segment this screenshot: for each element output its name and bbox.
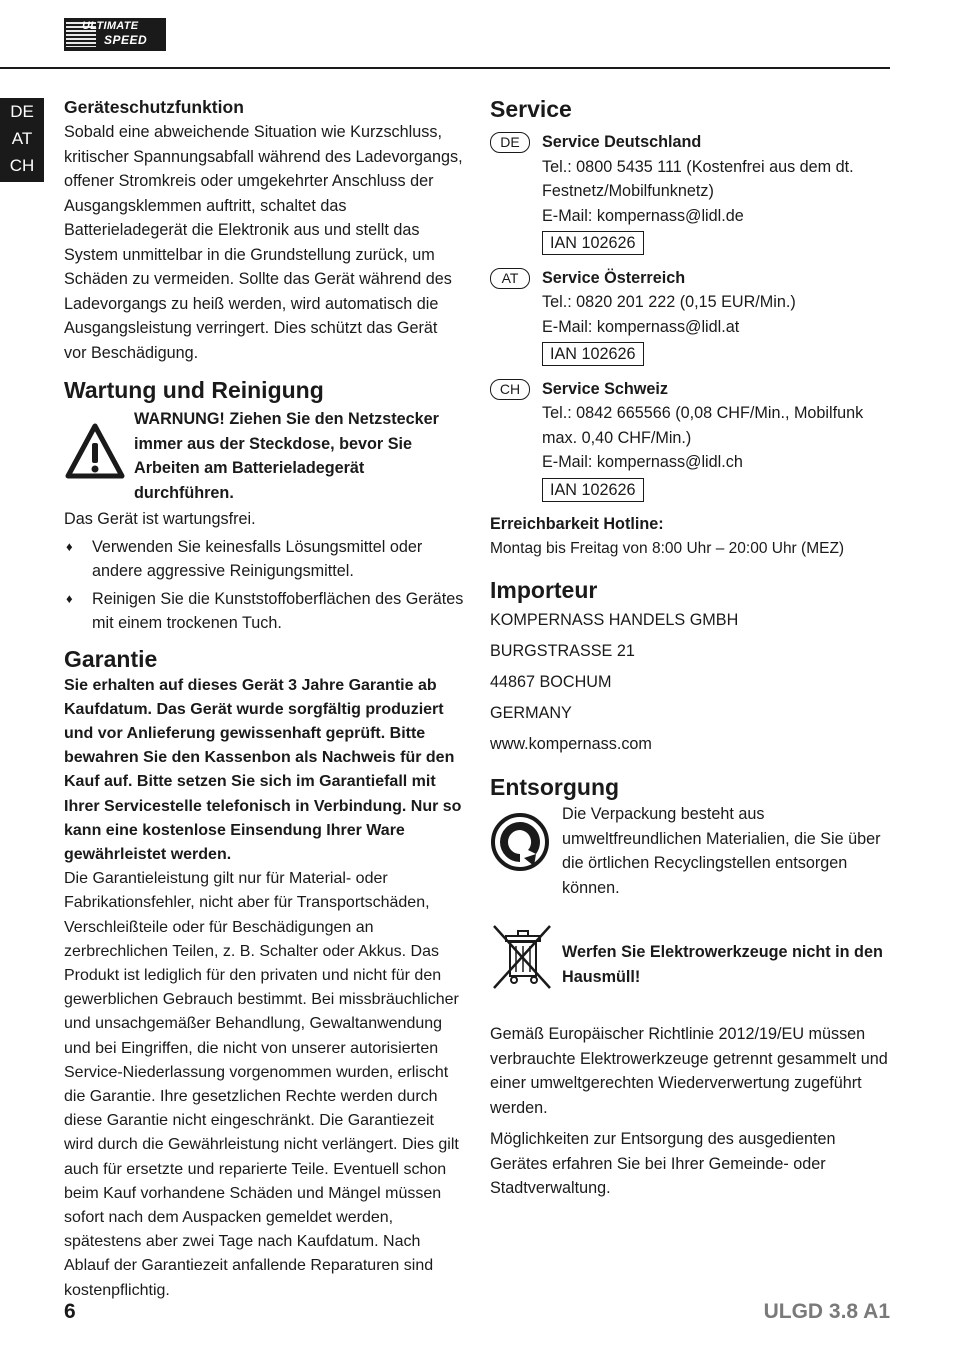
- moeglichkeiten-text: Möglichkeiten zur Entsorgung des ausgedienten Gerätes erfahren Sie bei Ihrer Gemeinde- oder Stadtverwaltung.: [490, 1130, 836, 1197]
- service-entry-at: [490, 266, 890, 367]
- service-name: Service Österreich: [542, 268, 686, 287]
- garantie-bold-text: Sie erhalten auf dieses Gerät 3 Jahre Garantie ab Kaufdatum. Das Gerät wurde sorgfältig produziert und vor Anlieferung gewissenhaft geprüft. Bitte bewahren Sie den Kassenbon als Nachweis für den Kauf auf. Bitte setzen Sie sich im Garantiefall mit Ihrer Servicestelle telefonisch in Verbindung. Nur so kann eine kostenlose Einsendung Ihrer Ware gewährleistet werden.: [64, 676, 462, 863]
- hausmuell-block: [490, 922, 890, 992]
- warning-triangle-icon: [64, 421, 126, 483]
- ian-box: IAN 102626: [542, 231, 644, 255]
- list-item: [64, 587, 464, 636]
- green-dot-recycling-icon: [490, 812, 550, 872]
- service-phone: Tel.: 0800 5435 111 (Kostenfrei aus dem dt. Festnetz/Mobilfunknetz): [542, 157, 854, 200]
- importeur-line: KOMPERNASS HANDELS GMBH: [490, 611, 739, 629]
- lang-ch: CH: [9, 156, 35, 175]
- page-number: 6: [64, 1300, 76, 1323]
- bullet-text: Reinigen Sie die Kunststoffoberflächen des Gerätes mit einem trockenen Tuch.: [92, 589, 464, 632]
- section-title-importeur: Importeur: [490, 577, 598, 603]
- importeur-website: www.kompernass.com: [490, 735, 652, 753]
- service-email: E-Mail: kompernass@lidl.de: [542, 206, 744, 225]
- service-entry-ch: [490, 377, 890, 503]
- service-phone: Tel.: 0820 201 222 (0,15 EUR/Min.): [542, 293, 796, 311]
- importeur-line: BURGSTRASSE 21: [490, 642, 635, 660]
- richtlinie-text: Gemäß Europäischer Richtlinie 2012/19/EU müssen verbrauchte Elektrowerkzeuge getrennt gesammelt und einer umweltgerechten Wiederverwertung zugeführt werden.: [490, 1025, 888, 1117]
- wartungsfrei-text: Das Gerät ist wartungsfrei.: [64, 510, 256, 528]
- geraeteschutz-text: Sobald eine abweichende Situation wie Kurzschluss, kritischer Spannungsabfall während des Ladevorgangs, offener Stromkreis oder umgekehrter Anschluss der Ausgangsklemmen auftritt, schaltet das Batterieladegerät die Elektronik aus und stellt das System unmittelbar in die Grundstellung zurück, um Schäden zu vermeiden. Sollte das Gerät während des Ladevorgangs zu heiß werden, wird automatisch die Ausgangsleistung verringert. Dies schützt das Gerät vor Beschädigung.: [64, 123, 463, 362]
- hotline-text: Montag bis Freitag von 8:00 Uhr – 20:00 Uhr (MEZ): [490, 539, 845, 557]
- hotline-title: Erreichbarkeit Hotline:: [490, 515, 664, 533]
- ian-box: IAN 102626: [542, 342, 644, 366]
- service-name: Service Deutschland: [542, 133, 702, 151]
- list-item: [64, 535, 464, 584]
- logo-line2: SPEED: [104, 33, 148, 47]
- model-number: ULGD 3.8 A1: [763, 1300, 890, 1323]
- warning-block: [64, 407, 464, 505]
- country-badge: DE: [490, 132, 530, 153]
- section-title-entsorgung: Entsorgung: [490, 774, 620, 800]
- header-rule: [0, 67, 890, 69]
- service-email: E-Mail: kompernass@lidl.at: [542, 317, 740, 336]
- importeur-line: 44867 BOCHUM: [490, 673, 612, 691]
- brand-logo: [64, 18, 166, 51]
- section-title-geraeteschutz: Geräteschutzfunktion: [64, 97, 244, 117]
- ian-box: IAN 102626: [542, 478, 644, 502]
- right-column: [490, 94, 890, 1201]
- language-tab: [0, 98, 44, 182]
- logo-line1: ULTIMATE: [82, 20, 139, 32]
- garantie-text: Die Garantieleistung gilt nur für Material- oder Fabrikationsfehler, nicht aber für Transportschäden, Verschleißteile oder für Beschädigungen an zerbrechlichen Teilen, z. B. Schalter oder Akkus. Das Produkt ist lediglich für den privaten und nicht für den gewerblichen Gebrauch bestimmt. Bei missbräuchlicher und unsachgemäßer Behandlung, Gewaltanwendung und bei Eingriffen, die nicht von unserer autorisierten Service-Niederlassung vorgenommen wurden, erlischt die Garantie. Ihre gesetzlichen Rechte werden durch diese Garantie nicht eingeschränkt. Die Garantiezeit wird durch die Gewährleistung nicht verlängert. Dies gilt auch für ersetzte und reparierte Teile. Eventuell schon beim Kauf vorhandene Schäden und Mängel müssen sofort nach dem Auspacken gemeldet werden, spätestens aber zwei Tage nach Kaufdatum. Nach Ablauf der Garantiezeit anfallende Reparaturen sind kostenpflichtig.: [64, 870, 459, 1299]
- bullet-diamond-icon: ♦: [66, 538, 73, 554]
- section-title-garantie: Garantie: [64, 645, 158, 672]
- lang-at: AT: [11, 129, 33, 148]
- lang-de: DE: [10, 102, 34, 121]
- verpackung-text: Die Verpackung besteht aus umweltfreundlichen Materialien, die Sie über die örtlichen Recyclingstellen entsorgen können.: [562, 805, 881, 897]
- section-title-service: Service: [490, 96, 572, 122]
- section-title-wartung: Wartung und Reinigung: [64, 377, 324, 403]
- bullet-diamond-icon: ♦: [66, 590, 73, 606]
- bullet-text: Verwenden Sie keinesfalls Lösungsmittel oder andere aggressive Reinigungsmittel.: [92, 537, 423, 580]
- service-phone: Tel.: 0842 665566 (0,08 CHF/Min., Mobilfunk max. 0,40 CHF/Min.): [542, 404, 864, 447]
- warning-text: WARNUNG! Ziehen Sie den Netzstecker immer aus der Steckdose, bevor Sie Arbeiten am Batterieladegerät durchführen.: [134, 410, 439, 502]
- crossed-bin-icon: [490, 922, 554, 992]
- left-column: [64, 94, 464, 1303]
- service-entry-de: [490, 130, 890, 256]
- country-badge: AT: [490, 268, 530, 289]
- service-name: Service Schweiz: [542, 379, 668, 398]
- country-badge: CH: [490, 379, 530, 400]
- hausmuell-text: Werfen Sie Elektrowerkzeuge nicht in den Hausmüll!: [562, 943, 883, 986]
- service-email: E-Mail: kompernass@lidl.ch: [542, 453, 743, 471]
- importeur-line: GERMANY: [490, 704, 572, 722]
- verpackung-block: [490, 802, 890, 900]
